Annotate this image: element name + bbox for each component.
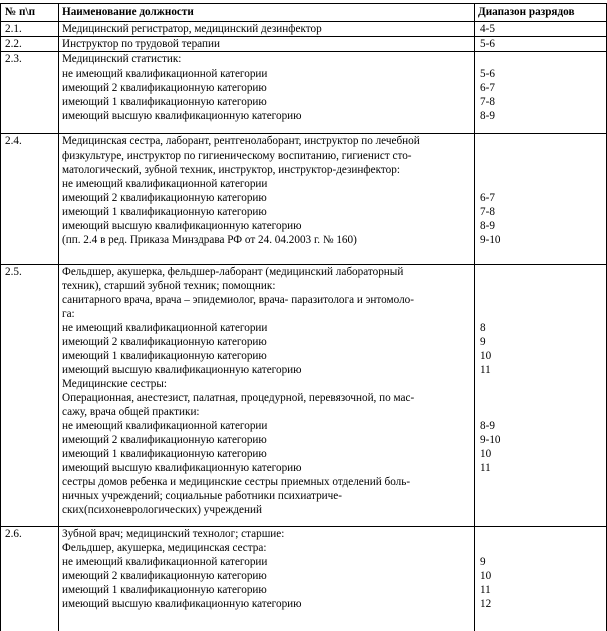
- position-text: Инструктор по трудовой терапии: [62, 38, 220, 50]
- position-text: Медицинская сестра, лаборант, рентгенолаборант, инструктор по лечебной: [62, 135, 420, 147]
- position-text: ничных учреждений; социальные работники психиатриче-: [62, 490, 342, 502]
- position-text: имеющий 2 квалификационную категорию: [62, 434, 267, 446]
- row-number: 2.2.: [5, 38, 22, 50]
- position-text: имеющий 2 квалификационную категорию: [62, 336, 267, 348]
- row-number: 2.1.: [5, 23, 22, 35]
- position-text: не имеющий квалификационной категории: [62, 556, 268, 568]
- position-text: Фельдшер, акушерка, медицинская сестра:: [62, 542, 267, 554]
- table-border-left: [0, 3, 1, 631]
- grade-range: 11: [480, 364, 491, 376]
- table-border-top: [0, 3, 607, 4]
- grade-range: 8-9: [480, 420, 495, 432]
- grade-range: 8-9: [480, 220, 495, 232]
- grade-range: 6-7: [480, 192, 495, 204]
- row-number: 2.5.: [5, 266, 22, 278]
- row-number: 2.6.: [5, 528, 22, 540]
- grade-range: 5-6: [480, 68, 495, 80]
- column-divider-1: [58, 3, 59, 631]
- grade-range: 10: [480, 350, 492, 362]
- row-divider-2-1: [0, 36, 607, 37]
- position-text: имеющий 1 квалификационную категорию: [62, 584, 267, 596]
- position-text: имеющий 1 квалификационную категорию: [62, 448, 267, 460]
- position-text: не имеющий квалификационной категории: [62, 420, 268, 432]
- grade-range: 6-7: [480, 82, 495, 94]
- grade-range: 9: [480, 556, 486, 568]
- grade-range: 7-8: [480, 206, 495, 218]
- position-text: санитарного врача, врача – эпидемиолог, врача- паразитолога и энтомоло-: [62, 294, 414, 306]
- position-text: ских(психоневрологических) учреждений: [62, 504, 262, 516]
- grade-range: 12: [480, 598, 492, 610]
- position-text: техник), старший зубной техник; помощник:: [62, 280, 276, 292]
- grade-range: 9: [480, 336, 486, 348]
- position-text: не имеющий квалификационной категории: [62, 68, 268, 80]
- position-text: имеющий 2 квалификационную категорию: [62, 82, 267, 94]
- row-divider-2-3: [0, 133, 607, 134]
- position-text: не имеющий квалификационной категории: [62, 322, 268, 334]
- grade-range: 4-5: [480, 23, 495, 35]
- position-text: имеющий 1 квалификационную категорию: [62, 96, 267, 108]
- position-text: Фельдшер, акушерка, фельдшер-лаборант (медицинский лабораторный: [62, 266, 404, 278]
- grade-range: 10: [480, 570, 492, 582]
- position-text: Зубной врач; медицинский технолог; старшие:: [62, 528, 285, 540]
- row-divider-2-4: [0, 264, 607, 265]
- row-number: 2.4.: [5, 135, 22, 147]
- position-text: имеющий 2 квалификационную категорию: [62, 570, 267, 582]
- position-text: не имеющий квалификационной категории: [62, 178, 268, 190]
- position-text: имеющий 1 квалификационную категорию: [62, 350, 267, 362]
- position-text: га:: [62, 308, 75, 320]
- position-text: имеющий высшую квалификационную категорию: [62, 110, 302, 122]
- grade-range: 9-10: [480, 434, 501, 446]
- position-text: Медицинский регистратор, медицинский дезинфектор: [62, 23, 322, 35]
- position-text: имеющий высшую квалификационную категорию: [62, 364, 302, 376]
- position-text: Медицинский статистик:: [62, 53, 182, 65]
- header-name: Наименование должности: [62, 6, 194, 18]
- row-divider-2-5: [0, 526, 607, 527]
- position-text: Медицинские сестры:: [62, 378, 167, 390]
- position-text: матологический, зубной техник, инструктор, инструктор-дезинфектор:: [62, 164, 400, 176]
- grade-range: 5-6: [480, 38, 495, 50]
- position-text: имеющий 2 квалификационную категорию: [62, 192, 267, 204]
- grade-range: 11: [480, 584, 491, 596]
- position-text: физкультуре, инструктор по гигиеническому воспитанию, гигиенист сто-: [62, 150, 412, 162]
- position-text: сажу, врача общей практики:: [62, 406, 200, 418]
- grade-range: 7-8: [480, 96, 495, 108]
- row-number: 2.3.: [5, 53, 22, 65]
- grade-range: 10: [480, 448, 492, 460]
- position-text: Операционная, анестезист, палатная, процедурной, перевязочной, по мас-: [62, 392, 415, 404]
- position-text: имеющий 1 квалификационную категорию: [62, 206, 267, 218]
- row-divider-2-2: [0, 51, 607, 52]
- grade-range: 11: [480, 462, 491, 474]
- grade-range: 8-9: [480, 110, 495, 122]
- position-text: (пп. 2.4 в ред. Приказа Минздрава РФ от 24. 04.2003 г. № 160): [62, 234, 357, 246]
- header-range: Диапазон разрядов: [478, 6, 575, 18]
- grade-range: 8: [480, 322, 486, 334]
- position-text: сестры домов ребенка и медицинские сестры приемных отделений боль-: [62, 476, 411, 488]
- grade-range: 9-10: [480, 234, 501, 246]
- row-divider-header: [0, 21, 607, 22]
- position-text: имеющий высшую квалификационную категорию: [62, 220, 302, 232]
- position-text: имеющий высшую квалификационную категорию: [62, 598, 302, 610]
- column-divider-2: [474, 3, 475, 631]
- header-num: № п\п: [5, 6, 36, 18]
- position-text: имеющий высшую квалификационную категорию: [62, 462, 302, 474]
